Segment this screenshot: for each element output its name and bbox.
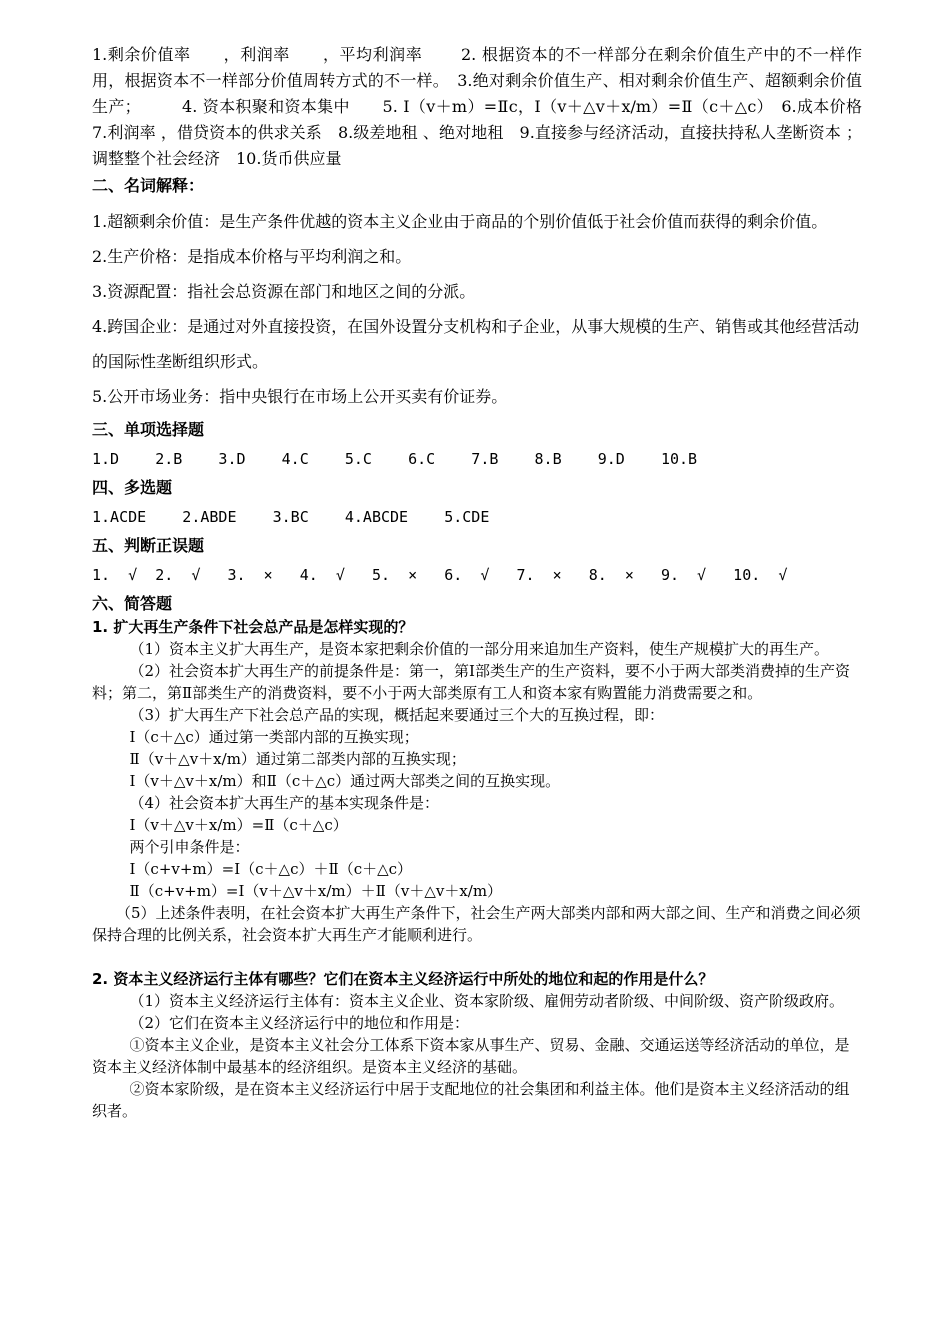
answer-paragraph: （1）资本主义经济运行主体有：资本主义企业、资本家阶级、雇佣劳动者阶级、中间阶级、资产阶级政府。 (129, 992, 845, 1010)
answer-paragraph: ①资本主义企业，是资本主义社会分工体系下资本家从事生产、贸易、金融、交通运送等经济活动的单位，是资本主义经济体制中最基本的经济组织。是资本主义经济的基础。 (92, 1036, 850, 1076)
answer-paragraph: （2）它们在资本主义经济运行中的地位和作用是： (129, 1014, 470, 1032)
definition-item: 5.公开市场业务：指中央银行在市场上公开买卖有价证券。 (92, 387, 508, 406)
answer-paragraph: （5）上述条件表明，在社会资本扩大再生产条件下，社会生产两大部类内部和两大部之间、生产和消费之间必须保持合理的比例关系，社会资本扩大再生产才能顺利进行。 (92, 904, 861, 944)
section-heading-short-answer: 六、简答题 (92, 594, 173, 613)
formula-line: Ⅰ（c+v+m）=Ⅰ（c＋△c）＋Ⅱ（c＋△c） (129, 860, 413, 878)
definition-item: 1.超额剩余价值：是生产条件优越的资本主义企业由于商品的个别价值低于社会价值而获得的剩余价值。 (92, 212, 828, 231)
formula-line: 两个引申条件是： (129, 838, 250, 856)
true-false-answers: 1. √ 2. √ 3. × 4. √ 5. × 6. √ 7. × 8. × 9. √ 10. √ (92, 566, 788, 584)
fill-in-answers: 1.剩余价值率 ，利润率 ，平均利润率 2. 根据资本的不一样部分在剩余价值生产中的不一样作用，根据资本不一样部分价值周转方式的不一样。 3.绝对剩余价值生产、相对剩余价值生产、超额剩余价值生产； 4. 资本积聚和资本集中 5. Ⅰ（v＋m）=Ⅱc，Ⅰ（v＋△v＋x/m）=Ⅱ（c＋△c） 6.成本价格 7.利润率 ，借贷资本的供求关系 8.级差地租 、绝对地租 9.直接参与经济活动，直接扶持私人垄断资本 ；调整整个社会经济 10.货币供应量 (92, 45, 879, 168)
single-choice-answers: 1.D 2.B 3.D 4.C 5.C 6.C 7.B 8.B 9.D 10.B (92, 450, 698, 468)
section-heading-true-false: 五、判断正误题 (92, 536, 205, 555)
definition-item: 3.资源配置：指社会总资源在部门和地区之间的分派。 (92, 282, 476, 301)
answer-paragraph: ②资本家阶级，是在资本主义经济运行中居于支配地位的社会集团和利益主体。他们是资本主义经济活动的组织者。 (92, 1080, 850, 1120)
answer-paragraph: （4）社会资本扩大再生产的基本实现条件是： (129, 794, 440, 812)
formula-line: Ⅰ（c＋△c）通过第一类部内部的互换实现； (129, 728, 419, 746)
question-title: 1. 扩大再生产条件下社会总产品是怎样实现的？ (92, 618, 414, 636)
definition-item: 4.跨国企业：是通过对外直接投资，在国外设置分支机构和子企业，从事大规模的生产、销售或其他经营活动的国际性垄断组织形式。 (92, 317, 860, 371)
answer-paragraph: （3）扩大再生产下社会总产品的实现，概括起来要通过三个大的互换过程，即： (129, 706, 665, 724)
spacer (92, 946, 862, 968)
definition-item: 2.生产价格：是指成本价格与平均利润之和。 (92, 247, 412, 266)
formula-line: Ⅱ（v＋△v＋x/m）通过第二部类内部的互换实现； (129, 750, 466, 768)
section-heading-definitions: 二、名词解释： (92, 176, 205, 195)
section-heading-multi-choice: 四、多选题 (92, 478, 173, 497)
multi-choice-answers: 1.ACDE 2.ABDE 3.BC 4.ABCDE 5.CDE (92, 508, 490, 526)
question-title: 2. 资本主义经济运行主体有哪些？它们在资本主义经济运行中所处的地位和起的作用是什么？ (92, 970, 714, 988)
formula-line: Ⅱ（c+v+m）=Ⅰ（v＋△v＋x/m）＋Ⅱ（v＋△v＋x/m） (129, 882, 503, 900)
document-page (92, 42, 879, 1122)
formula-line: Ⅰ（v＋△v＋x/m）和Ⅱ（c＋△c）通过两大部类之间的互换实现。 (129, 772, 561, 790)
section-heading-single-choice: 三、单项选择题 (92, 420, 205, 439)
formula-line: Ⅰ（v＋△v＋x/m）=Ⅱ（c＋△c） (129, 816, 348, 834)
answer-paragraph: （2）社会资本扩大再生产的前提条件是：第一，第Ⅰ部类生产的生产资料，要不小于两大部类消费掉的生产资料；第二，第Ⅱ部类生产的消费资料，要不小于两大部类原有工人和资本家有购置能力消费需要之和。 (92, 662, 850, 702)
answer-paragraph: （1）资本主义扩大再生产，是资本家把剩余价值的一部分用来追加生产资料，使生产规模扩大的再生产。 (129, 640, 830, 658)
